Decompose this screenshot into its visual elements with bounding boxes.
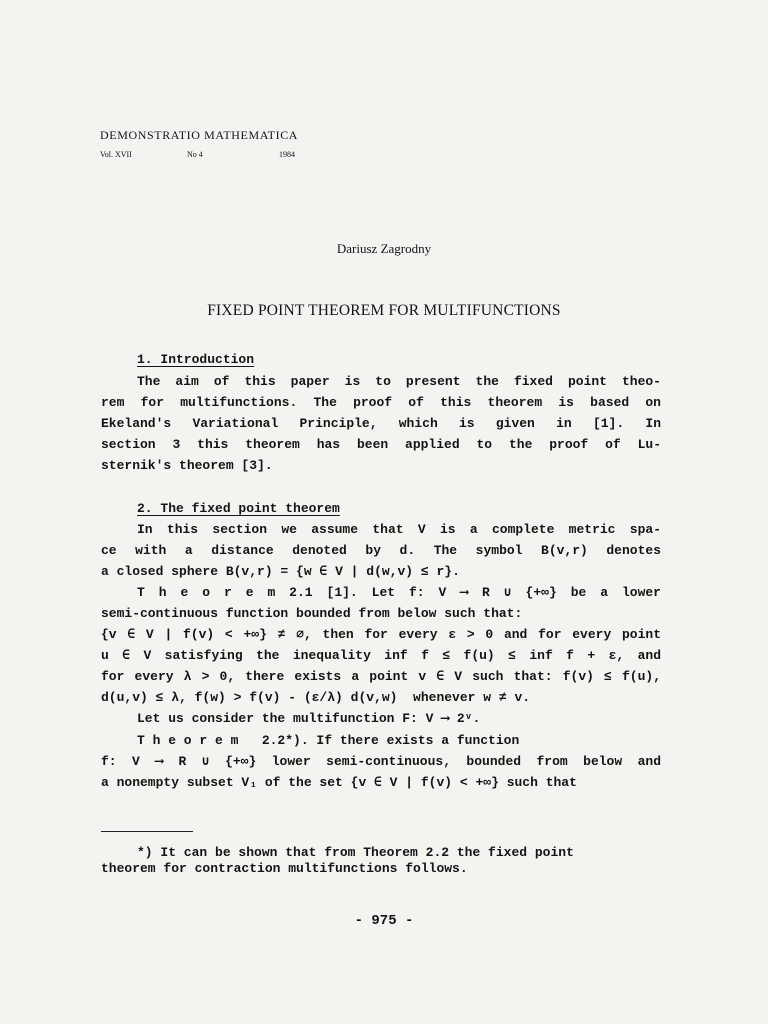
paragraph-line: Let us consider the multifunction F: V ⟶ 2ᵛ. xyxy=(137,711,481,726)
footnote-divider xyxy=(101,831,193,832)
section-heading: 1. Introduction xyxy=(137,352,255,367)
journal-header xyxy=(100,128,320,164)
theorem-2-1-line: T h e o r e m 2.1 [1]. Let f: V ⟶ R ∪ {+∞} be a lower xyxy=(137,585,661,600)
theorem-2-1-line: semi-continuous function bounded from below such that: xyxy=(101,606,523,621)
journal-year: 1984 xyxy=(279,150,295,159)
paragraph-line: a closed sphere B(v,r) = {w ∈ V | d(w,v) ≤ r}. xyxy=(101,564,460,579)
journal-issue-info xyxy=(100,150,320,164)
theorem-2-1-line: d(u,v) ≤ λ, f(w) > f(v) - (ε/λ) d(v,w) whenever w ≠ v. xyxy=(101,690,531,705)
paragraph-line: sternik's theorem [3]. xyxy=(101,458,273,473)
theorem-2-1-line: u ∈ V satisfying the inequality inf f ≤ f(u) ≤ inf f + ε, and xyxy=(101,648,661,663)
paragraph-line: rem for multifunctions. The proof of this theorem is based on xyxy=(101,395,661,410)
author-name: Dariusz Zagrodny xyxy=(336,241,432,256)
paper-title: FIXED POINT THEOREM FOR MULTIFUNCTIONS xyxy=(207,302,561,319)
page-number: - 975 - xyxy=(354,913,414,929)
paragraph-line: The aim of this paper is to present the fixed point theo- xyxy=(137,374,661,389)
paragraph-line: Ekeland's Variational Principle, which is given in [1]. In xyxy=(101,416,661,431)
paragraph-line: section 3 this theorem has been applied to the proof of Lu- xyxy=(101,437,661,452)
paragraph-line: ce with a distance denoted by d. The symbol B(v,r) denotes xyxy=(101,543,661,558)
theorem-2-1-line: {v ∈ V | f(v) < +∞} ≠ ∅, then for every ε > 0 and for every point xyxy=(101,627,661,642)
theorem-2-2-line: f: V ⟶ R ∪ {+∞} lower semi-continuous, bounded from below and xyxy=(101,754,661,769)
footnote-line: theorem for contraction multifunctions follows. xyxy=(101,861,468,876)
theorem-2-2-line: T h e o r e m 2.2*). If there exists a function xyxy=(137,733,520,748)
section-heading: 2. The fixed point theorem xyxy=(137,501,340,516)
journal-title: DEMONSTRATIO MATHEMATICA xyxy=(100,128,299,142)
theorem-2-2-line: a nonempty subset V₁ of the set {v ∈ V | f(v) < +∞} such that xyxy=(101,775,577,790)
journal-number: No 4 xyxy=(187,150,203,159)
theorem-2-1-line: for every λ > 0, there exists a point v ∈ V such that: f(v) ≤ f(u), xyxy=(101,669,661,684)
footnote-line: *) It can be shown that from Theorem 2.2 the fixed point xyxy=(137,845,574,860)
paragraph-line: In this section we assume that V is a complete metric spa- xyxy=(137,522,661,537)
journal-volume: Vol. XVII xyxy=(100,150,132,159)
